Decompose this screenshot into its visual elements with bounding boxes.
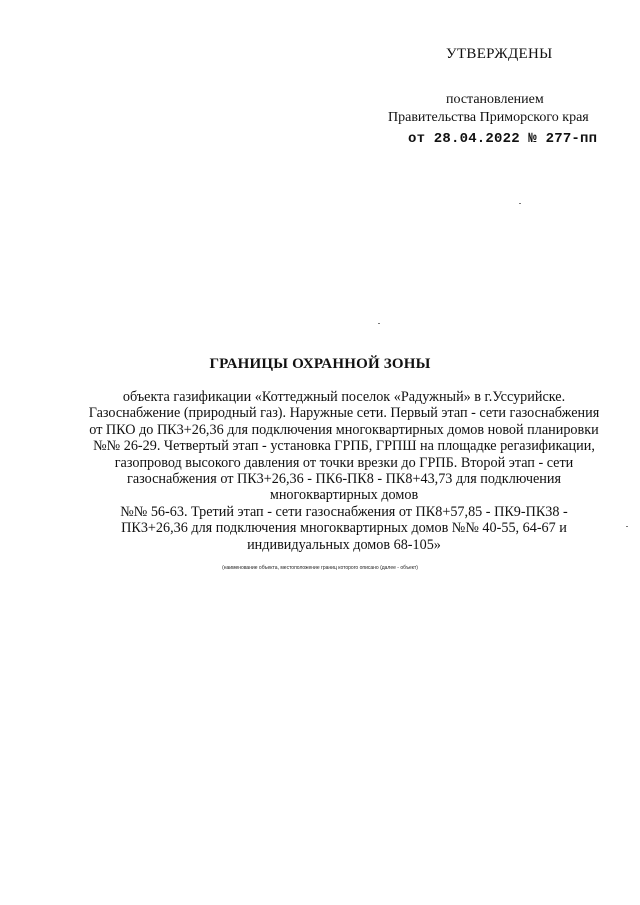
- approval-title: УТВЕРЖДЕНЫ: [446, 46, 553, 62]
- approval-by: постановлением: [446, 92, 544, 107]
- object-description: [66, 389, 622, 553]
- approval-date-line: от 28.04.2022 № 277-пп: [408, 131, 598, 147]
- object-line: ПК3+26,36 для подключения многоквартирных домов №№ 40-55, 64-67 и: [121, 520, 567, 537]
- object-line: от ПКО до ПК3+26,36 для подключения многоквартирных домов новой планировки: [89, 421, 599, 438]
- object-line: многоквартирных домов: [269, 487, 419, 504]
- document-title: ГРАНИЦЫ ОХРАННОЙ ЗОНЫ: [209, 356, 431, 372]
- object-line: №№ 56-63. Третий этап - сети газоснабжения от ПК8+57,85 - ПК9-ПК38 -: [120, 503, 568, 520]
- scan-speck: [519, 203, 521, 204]
- object-line: №№ 26-29. Четвертый этап - установка ГРПБ, ГРПШ на площадке регазификации,: [93, 438, 595, 455]
- object-line: Газоснабжение (природный газ). Наружные сети. Первый этап - сети газоснабжения: [88, 405, 600, 422]
- approval-organization: Правительства Приморского края: [388, 110, 589, 125]
- object-line: индивидуальных домов 68-105»: [247, 536, 441, 553]
- object-line: газоснабжения от ПК3+26,36 - ПК6-ПК8 - ПК8+43,73 для подключения: [127, 471, 561, 488]
- object-line: газопровод высокого давления от точки врезки до ГРПБ. Второй этап - сети: [114, 454, 574, 471]
- scan-speck: [626, 526, 628, 527]
- scan-speck: [378, 323, 380, 324]
- object-footnote: (наименование объекта, местоположение границ которого описано (далее - объект): [222, 565, 418, 571]
- object-line: объекта газификации «Коттеджный поселок «Радужный» в г.Уссурийске.: [122, 389, 566, 405]
